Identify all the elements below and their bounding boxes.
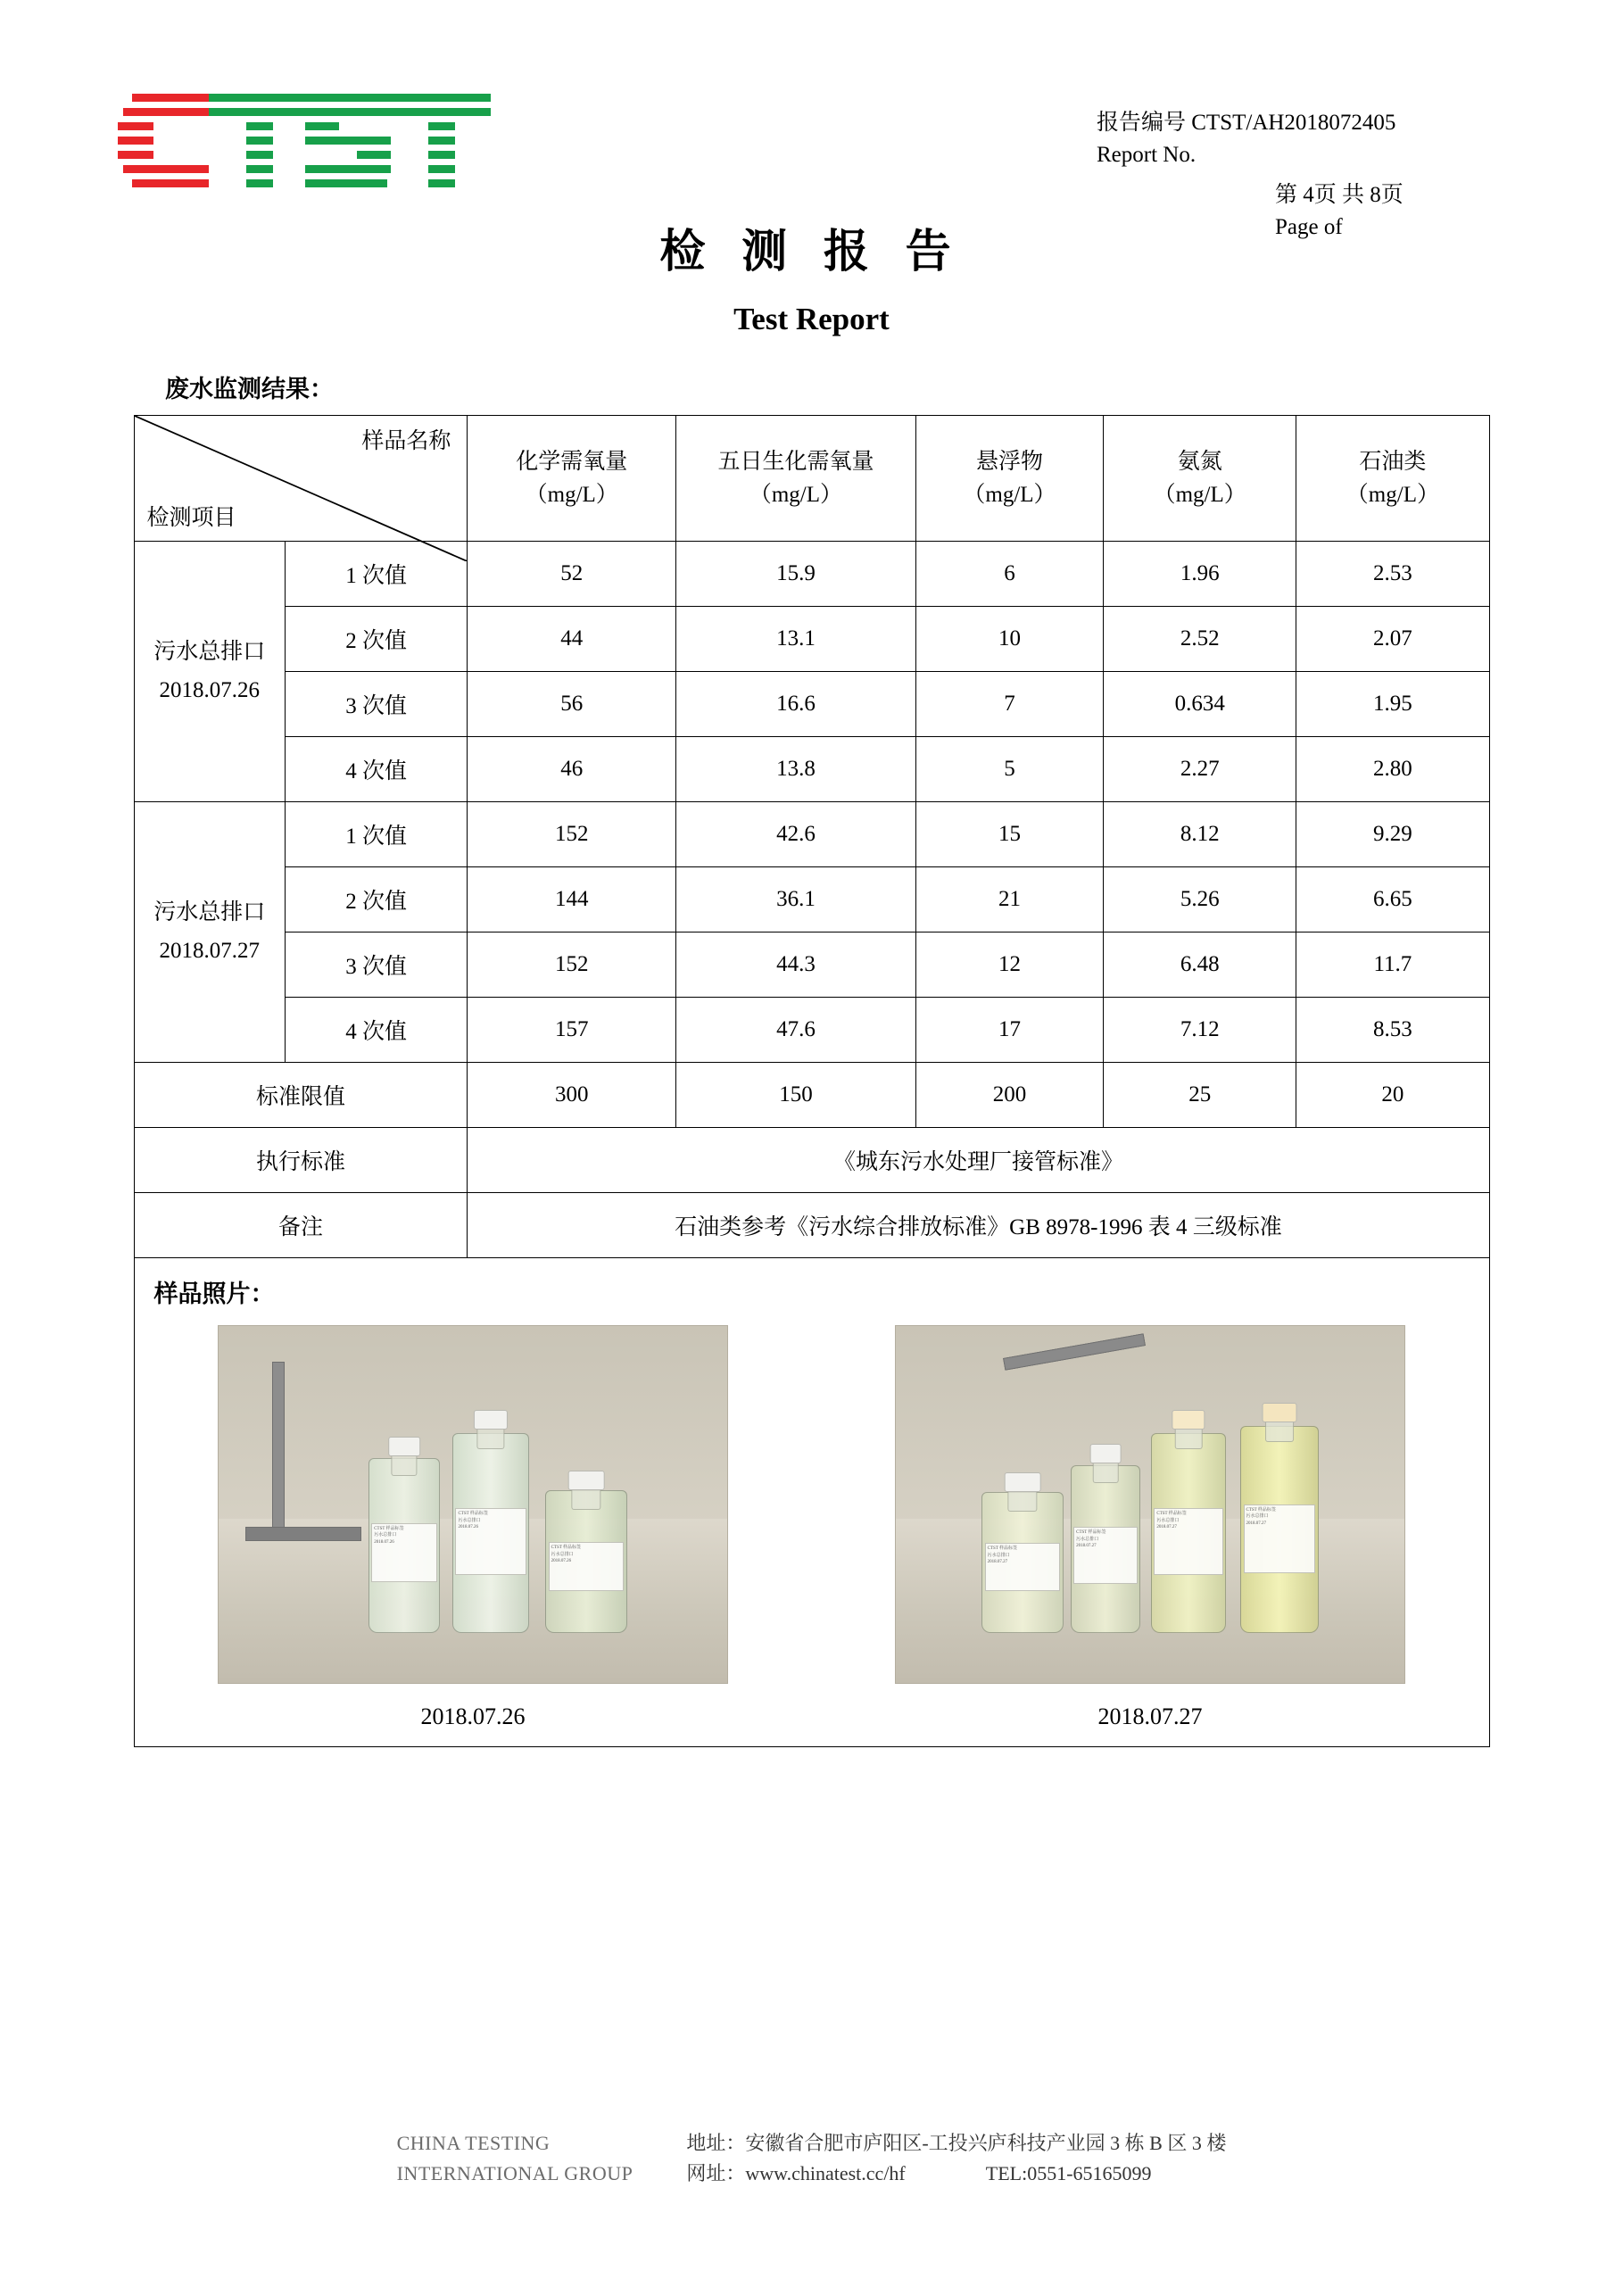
cell-value: 13.8 — [676, 737, 916, 802]
cell-value: 12 — [915, 932, 1103, 998]
remark-value: 石油类参考《污水综合排放标准》GB 8978-1996 表 4 三级标准 — [468, 1193, 1489, 1258]
cell-value: 44.3 — [676, 932, 916, 998]
bottle-label: CTST 样品标签 污水总排口 2018.07.26 — [371, 1523, 437, 1582]
column-header-ss-name: 悬浮物 — [975, 449, 1043, 474]
cell-value: 15.9 — [676, 542, 916, 607]
table-row — [134, 672, 1489, 737]
bottle-label: CTST 样品标签 污水总排口 2018.07.27 — [1073, 1527, 1138, 1584]
cell-value: 5 — [915, 737, 1103, 802]
column-header-ammonia-name: 氨氮 — [1177, 449, 1222, 474]
cell-value: 36.1 — [676, 867, 916, 932]
photo-wall — [896, 1326, 1404, 1526]
sample-bottle — [452, 1410, 529, 1633]
column-header-bod5-unit: （mg/L） — [749, 483, 843, 507]
column-header-ss-unit: （mg/L） — [963, 483, 1056, 507]
cell-value: 6.65 — [1296, 867, 1489, 932]
cell-value: 8.53 — [1296, 998, 1489, 1063]
sample-bottle — [1071, 1444, 1140, 1633]
table-row-remark — [134, 1193, 1489, 1258]
cell-value: 47.6 — [676, 998, 916, 1063]
corner-label-test-item: 检测项目 — [146, 506, 236, 530]
footer-brand-line1: CHINA TESTING — [396, 2131, 551, 2154]
sample-photos-row — [135, 1325, 1489, 1730]
cell-value: 16.6 — [676, 672, 916, 737]
column-header-bod5 — [676, 416, 916, 542]
results-table — [134, 415, 1490, 1258]
table-row — [134, 932, 1489, 998]
standard-label: 执行标准 — [134, 1128, 468, 1193]
column-header-ss — [915, 416, 1103, 542]
cell-value: 7 — [915, 672, 1103, 737]
group-label-1-date: 2018.07.26 — [159, 677, 260, 702]
bottle-label: CTST 样品标签 污水总排口 2018.07.26 — [549, 1542, 625, 1591]
page-title-en: Test Report — [733, 302, 890, 336]
page-title: 检 测 报 告 — [659, 228, 964, 278]
sample-photos-label: 样品照片： — [153, 1281, 275, 1307]
bottle-cap — [474, 1410, 508, 1430]
column-header-ammonia-unit: （mg/L） — [1153, 483, 1246, 507]
cell-value: 2.07 — [1296, 607, 1489, 672]
table-header-row — [134, 416, 1489, 542]
remark-label: 备注 — [134, 1193, 468, 1258]
table-row — [134, 998, 1489, 1063]
table-row — [134, 867, 1489, 932]
photo-block-1 — [218, 1325, 728, 1730]
footer-address-label: 地址： — [686, 2131, 746, 2154]
bottle-label: CTST 样品标签 污水总排口 2018.07.27 — [985, 1543, 1061, 1591]
photo-block-2 — [895, 1325, 1405, 1730]
cell-value: 21 — [915, 867, 1103, 932]
sample-bottle — [545, 1471, 627, 1633]
group-label-1-name: 污水总排口 — [153, 640, 266, 664]
cell-value: 2.27 — [1104, 737, 1296, 802]
cell-value: 11.7 — [1296, 932, 1489, 998]
cell-value: 0.634 — [1104, 672, 1296, 737]
standard-value: 《城东污水处理厂接管标准》 — [468, 1128, 1489, 1193]
bottle-cap — [1172, 1410, 1205, 1430]
corner-label-sample-name: 样品名称 — [361, 429, 451, 453]
row-label: 1 次值 — [285, 542, 467, 607]
page-indicator-cn: 第 4页 共 8页 — [1275, 182, 1404, 207]
bottle-cap — [1005, 1472, 1041, 1492]
footer-tel: TEL:0551-65165099 — [985, 2161, 1152, 2184]
report-number: 报告编号 CTST/AH2018072405 — [1097, 111, 1396, 135]
cell-value: 5.26 — [1104, 867, 1296, 932]
cell-value: 52 — [468, 542, 676, 607]
photo-caption-2: 2018.07.27 — [1097, 1703, 1203, 1729]
table-row — [134, 737, 1489, 802]
cell-value: 1.95 — [1296, 672, 1489, 737]
sample-photo-2 — [895, 1325, 1405, 1684]
row-label: 4 次值 — [285, 737, 467, 802]
column-header-cod — [468, 416, 676, 542]
footer-contact — [686, 2128, 1226, 2189]
cell-value: 6 — [915, 542, 1103, 607]
row-label: 2 次值 — [285, 867, 467, 932]
page-footer — [0, 2128, 1623, 2189]
column-header-bod5-name: 五日生化需氧量 — [717, 449, 874, 474]
cell-value: 152 — [468, 932, 676, 998]
sample-bottle — [1240, 1403, 1319, 1633]
cell-value: 2.80 — [1296, 737, 1489, 802]
page-header — [0, 0, 1623, 239]
page-indicator-en: Page of — [1275, 214, 1343, 239]
cell-value: 6.48 — [1104, 932, 1296, 998]
page-indicator — [1097, 179, 1516, 245]
row-label: 2 次值 — [285, 607, 467, 672]
cell-value: 42.6 — [676, 802, 916, 867]
report-number-en: Report No. — [1097, 143, 1197, 168]
bottle-cap — [1263, 1403, 1297, 1422]
bottle-cap — [388, 1437, 420, 1456]
bottle-label: CTST 样品标签 污水总排口 2018.07.27 — [1244, 1504, 1316, 1573]
limit-label: 标准限值 — [134, 1063, 468, 1128]
cell-value: 1.96 — [1104, 542, 1296, 607]
footer-web-line — [686, 2159, 1226, 2189]
column-header-ammonia — [1104, 416, 1296, 542]
ctst-logo — [116, 85, 535, 205]
sample-bottle — [981, 1472, 1064, 1633]
footer-brand-line2: INTERNATIONAL GROUP — [396, 2161, 633, 2184]
cell-value: 144 — [468, 867, 676, 932]
waste-water-section-label: 废水监测结果： — [165, 376, 334, 402]
group-label-2-date: 2018.07.27 — [159, 938, 260, 963]
row-label: 3 次值 — [285, 932, 467, 998]
cell-value: 200 — [915, 1063, 1103, 1128]
column-header-petroleum-name: 石油类 — [1359, 449, 1427, 474]
cell-value: 152 — [468, 802, 676, 867]
column-header-cod-name: 化学需氧量 — [516, 449, 628, 474]
footer-website-label: 网址： — [686, 2161, 746, 2184]
bottle-label: CTST 样品标签 污水总排口 2018.07.26 — [455, 1508, 526, 1575]
table-row — [134, 607, 1489, 672]
photo-floor — [896, 1519, 1404, 1683]
footer-website-value[interactable]: www.chinatest.cc/hf — [745, 2161, 906, 2184]
cell-value: 9.29 — [1296, 802, 1489, 867]
ruler-icon — [272, 1362, 285, 1540]
bottle-cap — [568, 1471, 605, 1490]
table-row — [134, 802, 1489, 867]
group-label-2 — [134, 802, 285, 1063]
cell-value: 15 — [915, 802, 1103, 867]
sample-photo-1 — [218, 1325, 728, 1684]
cell-value: 20 — [1296, 1063, 1489, 1128]
column-header-cod-unit: （mg/L） — [525, 483, 618, 507]
results-table-wrap — [134, 415, 1490, 1258]
cell-value: 46 — [468, 737, 676, 802]
table-row-standard — [134, 1128, 1489, 1193]
group-label-1 — [134, 542, 285, 802]
cell-value: 56 — [468, 672, 676, 737]
cell-value: 2.52 — [1104, 607, 1296, 672]
footer-website-group — [686, 2159, 905, 2189]
cell-value: 25 — [1104, 1063, 1296, 1128]
cell-value: 157 — [468, 998, 676, 1063]
group-label-2-name: 污水总排口 — [153, 900, 266, 924]
cell-value: 44 — [468, 607, 676, 672]
ruler-base-icon — [245, 1527, 361, 1541]
photo-caption-1: 2018.07.26 — [420, 1703, 526, 1729]
cell-value: 150 — [676, 1063, 916, 1128]
cell-value: 300 — [468, 1063, 676, 1128]
cell-value: 13.1 — [676, 607, 916, 672]
sample-photos-section — [134, 1258, 1490, 1747]
footer-brand — [397, 2128, 633, 2189]
cell-value: 10 — [915, 607, 1103, 672]
cell-value: 8.12 — [1104, 802, 1296, 867]
table-row-limit — [134, 1063, 1489, 1128]
row-label: 4 次值 — [285, 998, 467, 1063]
column-header-petroleum-unit: （mg/L） — [1346, 483, 1439, 507]
column-header-petroleum — [1296, 416, 1489, 542]
row-label: 3 次值 — [285, 672, 467, 737]
row-label: 1 次值 — [285, 802, 467, 867]
cell-value: 17 — [915, 998, 1103, 1063]
sample-bottle — [368, 1437, 440, 1633]
corner-header-cell — [134, 416, 468, 542]
cell-value: 7.12 — [1104, 998, 1296, 1063]
cell-value: 2.53 — [1296, 542, 1489, 607]
footer-address-value: 安徽省合肥市庐阳区-工投兴庐科技产业园 3 栋 B 区 3 楼 — [745, 2131, 1227, 2154]
bottle-label: CTST 样品标签 污水总排口 2018.07.27 — [1154, 1508, 1222, 1575]
bottle-cap — [1090, 1444, 1122, 1463]
sample-bottle — [1151, 1410, 1226, 1633]
report-meta — [1097, 107, 1516, 244]
footer-address-line — [686, 2128, 1226, 2159]
